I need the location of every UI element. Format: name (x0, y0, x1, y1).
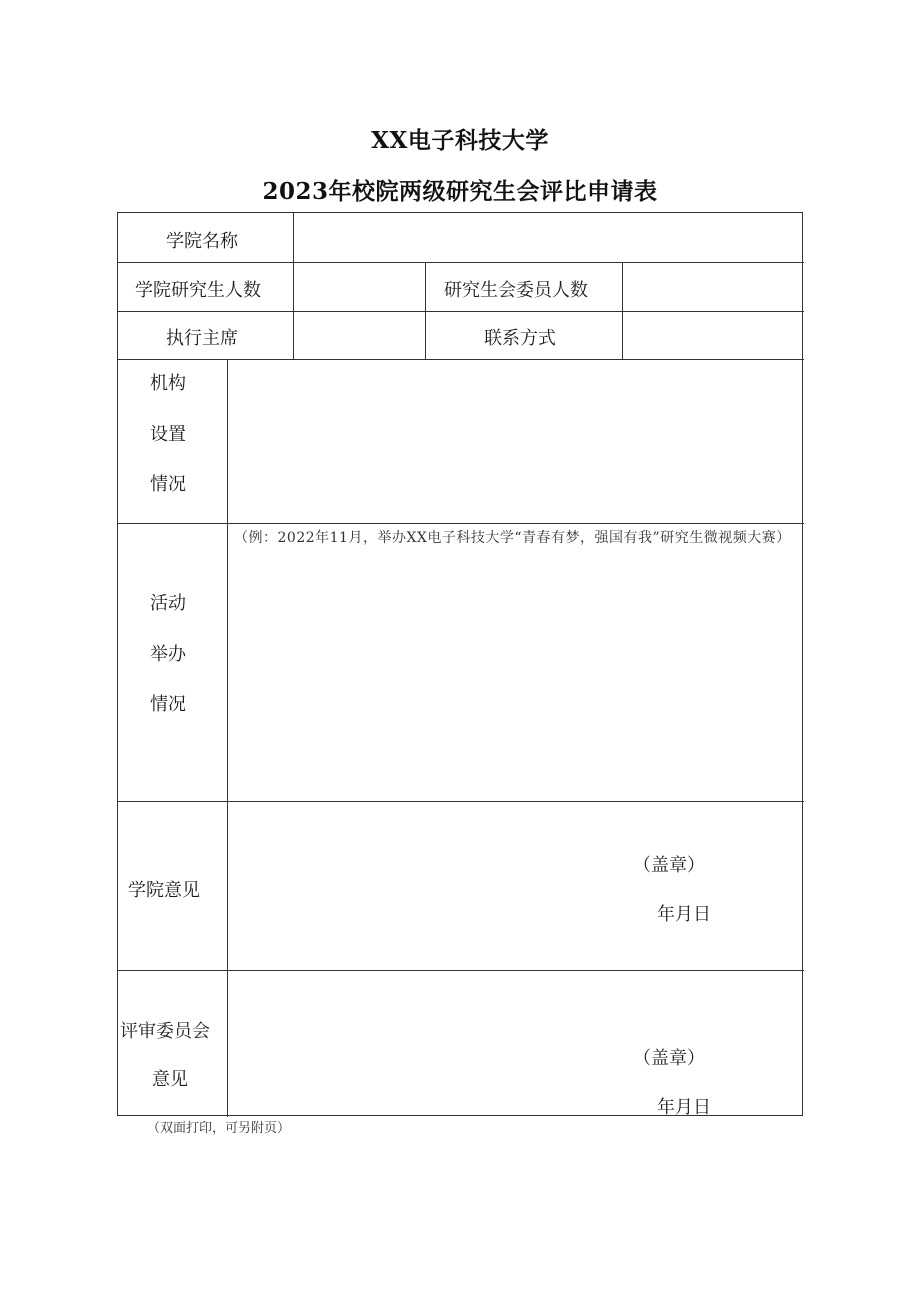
print-footnote: （双面打印，可另附页） (147, 1121, 291, 1136)
committee-seal: （盖章） (633, 1048, 705, 1069)
college-opinion-label: 学院意见 (128, 880, 200, 901)
committee-count-label: 研究生会委员人数 (444, 280, 588, 301)
committee-date: 年月日 (657, 1097, 711, 1118)
col-divider (425, 262, 426, 359)
org-label-line: 机构 (150, 373, 186, 394)
activity-field[interactable] (228, 524, 803, 801)
chair-label: 执行主席 (166, 328, 238, 349)
university-title: XX电子科技大学 (371, 127, 549, 154)
college-name-field[interactable] (294, 213, 803, 262)
grad-count-field[interactable] (294, 263, 425, 311)
college-seal: （盖章） (633, 855, 705, 876)
form-title: 2023年校院两级研究生会评比申请表 (262, 178, 658, 205)
activity-label-line: 活动 (150, 593, 186, 614)
college-name-label: 学院名称 (166, 231, 238, 252)
committee-count-field[interactable] (623, 263, 803, 311)
grad-count-label: 学院研究生人数 (135, 280, 261, 301)
committee-opinion-label-line: 意见 (152, 1069, 188, 1090)
org-label-line: 设置 (150, 424, 186, 445)
contact-field[interactable] (623, 312, 803, 359)
committee-opinion-field[interactable] (228, 971, 803, 1116)
chair-field[interactable] (294, 312, 425, 359)
org-setup-field[interactable] (228, 360, 803, 523)
application-form-table (117, 212, 803, 1116)
college-date: 年月日 (657, 904, 711, 925)
activity-example-note: （例：2022年11月，举办XX电子科技大学“青春有梦，强国有我”研究生微视频大赛） (234, 530, 791, 546)
contact-label: 联系方式 (484, 328, 556, 349)
committee-opinion-label-line: 评审委员会 (120, 1021, 210, 1042)
college-opinion-field[interactable] (228, 802, 803, 970)
org-label-line: 情况 (150, 474, 186, 495)
activity-label-line: 举办 (150, 644, 186, 665)
activity-label-line: 情况 (150, 694, 186, 715)
